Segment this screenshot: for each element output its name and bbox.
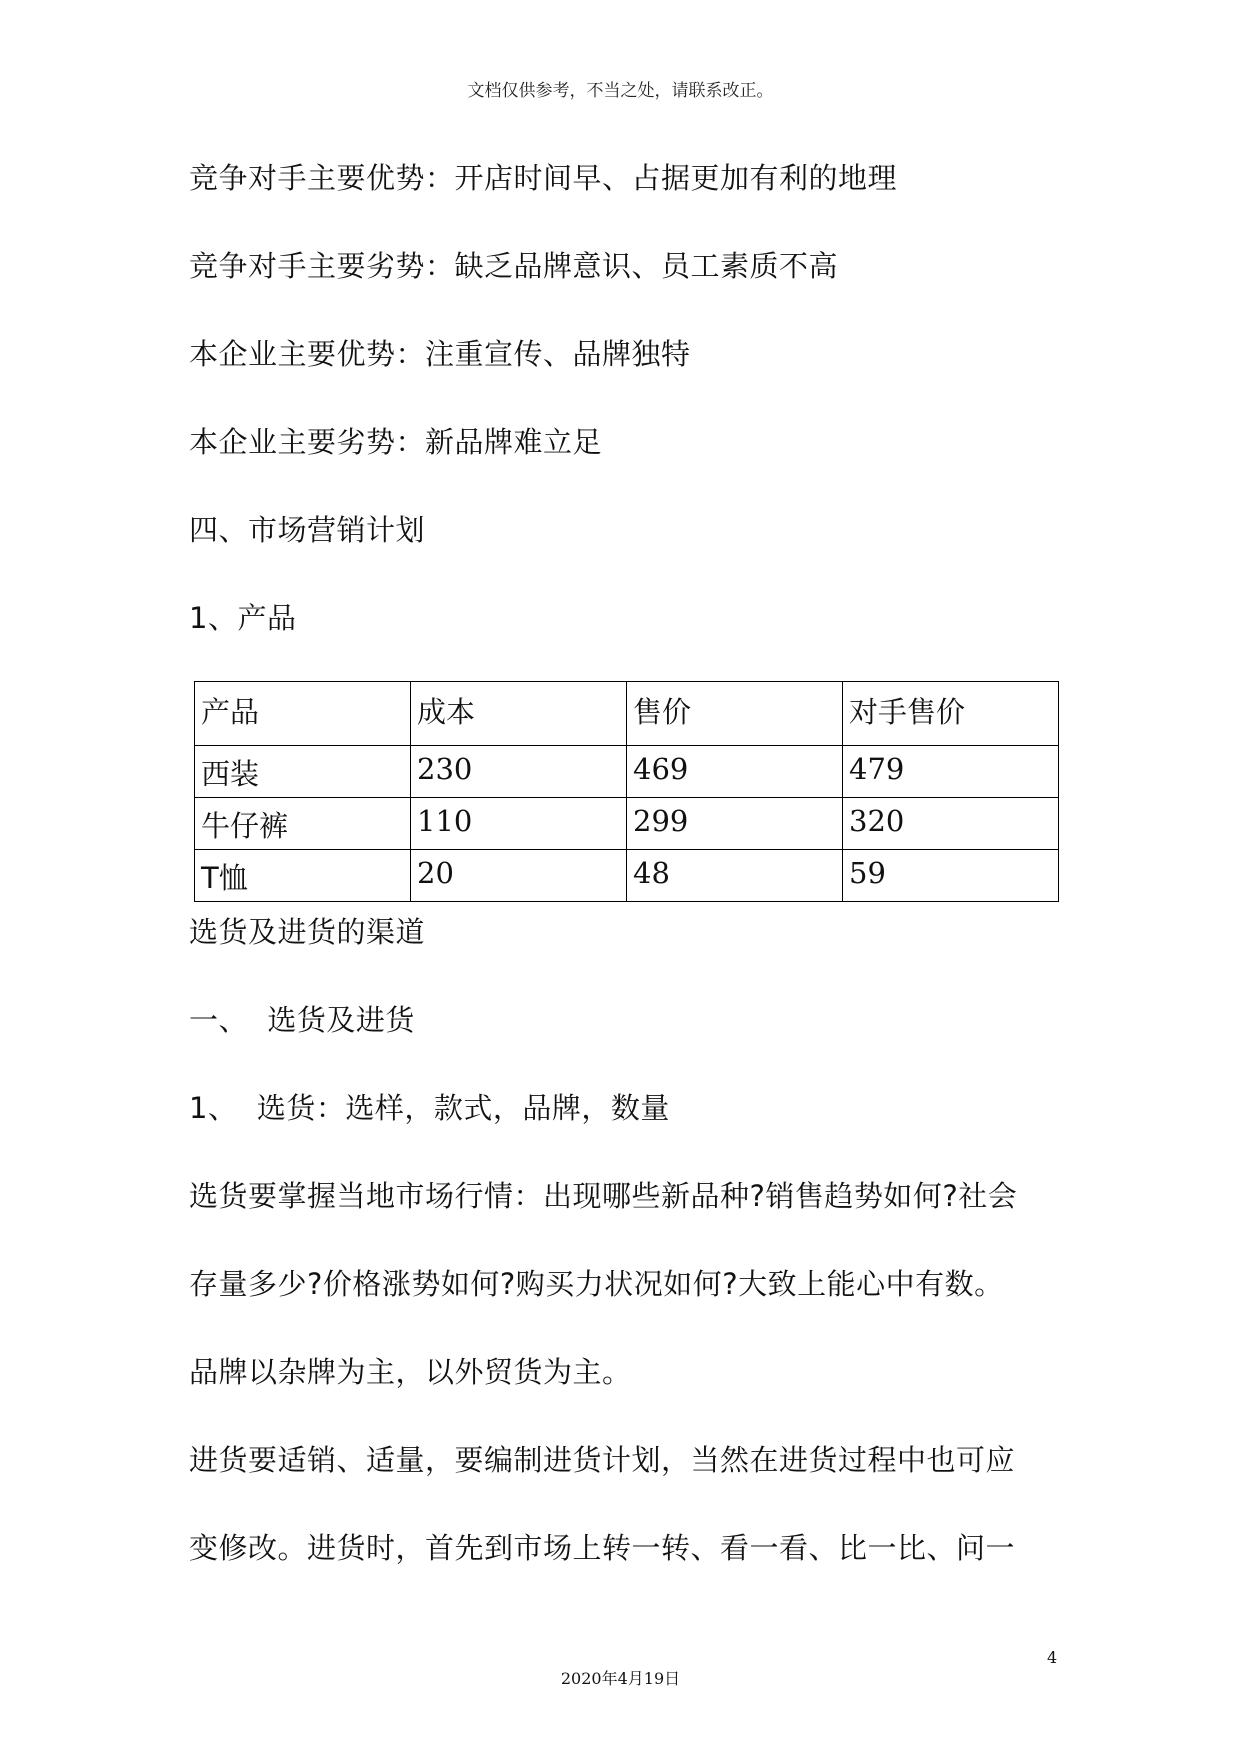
table-header-cell: 成本 [411, 682, 627, 746]
table-row [195, 798, 1059, 850]
table-cell: 320 [843, 798, 1059, 850]
footer-date: 2020年4月19日 [560, 1669, 681, 1688]
table-row [195, 850, 1059, 902]
table-header-cell: 对手售价 [843, 682, 1059, 746]
table-cell: 20 [411, 850, 627, 902]
paragraph-market-2: 存量多少?价格涨势如何?购买力状况如何?大致上能心中有数。 [189, 1267, 1004, 1301]
table-cell: 469 [627, 746, 843, 798]
page-header: 文档仅供参考，不当之处，请联系改正。 [467, 81, 774, 101]
table-header-row [195, 682, 1059, 746]
page-number: 4 [1047, 1648, 1058, 1667]
table-cell: 牛仔裤 [195, 798, 411, 850]
table-cell: 299 [627, 798, 843, 850]
table-header-cell: 售价 [627, 682, 843, 746]
paragraph-own-weaknesses: 本企业主要劣势：新品牌难立足 [189, 425, 603, 459]
subheading-product: 1、产品 [189, 601, 297, 635]
table-cell: 西装 [195, 746, 411, 798]
table-header-cell: 产品 [195, 682, 411, 746]
paragraph-competitor-strengths: 竞争对手主要优势：开店时间早、占据更加有利的地理 [189, 161, 898, 195]
list-item-selection: 1、 选货：选样，款式，品牌，数量 [189, 1091, 670, 1125]
section-heading-marketing-plan: 四、市场营销计划 [189, 513, 426, 547]
paragraph-purchase-2: 变修改。进货时，首先到市场上转一转、看一看、比一比、问一 [189, 1531, 1016, 1565]
table-cell: 479 [843, 746, 1059, 798]
table-cell: 59 [843, 850, 1059, 902]
paragraph-brand: 品牌以杂牌为主，以外贸货为主。 [189, 1355, 632, 1389]
paragraph-own-strengths: 本企业主要优势：注重宣传、品牌独特 [189, 337, 691, 371]
table-row [195, 746, 1059, 798]
table-cell: 110 [411, 798, 627, 850]
table-cell: T恤 [195, 850, 411, 902]
paragraph-competitor-weaknesses: 竞争对手主要劣势：缺乏品牌意识、员工素质不高 [189, 249, 839, 283]
table-cell: 230 [411, 746, 627, 798]
paragraph-market-1: 选货要掌握当地市场行情：出现哪些新品种?销售趋势如何?社会 [189, 1179, 1018, 1213]
paragraph-purchase-1: 进货要适销、适量，要编制进货计划，当然在进货过程中也可应 [189, 1443, 1016, 1477]
table-cell: 48 [627, 850, 843, 902]
section-heading-selection: 一、 选货及进货 [189, 1003, 415, 1037]
product-price-table [194, 681, 1059, 902]
subheading-sourcing-channels: 选货及进货的渠道 [189, 915, 426, 949]
